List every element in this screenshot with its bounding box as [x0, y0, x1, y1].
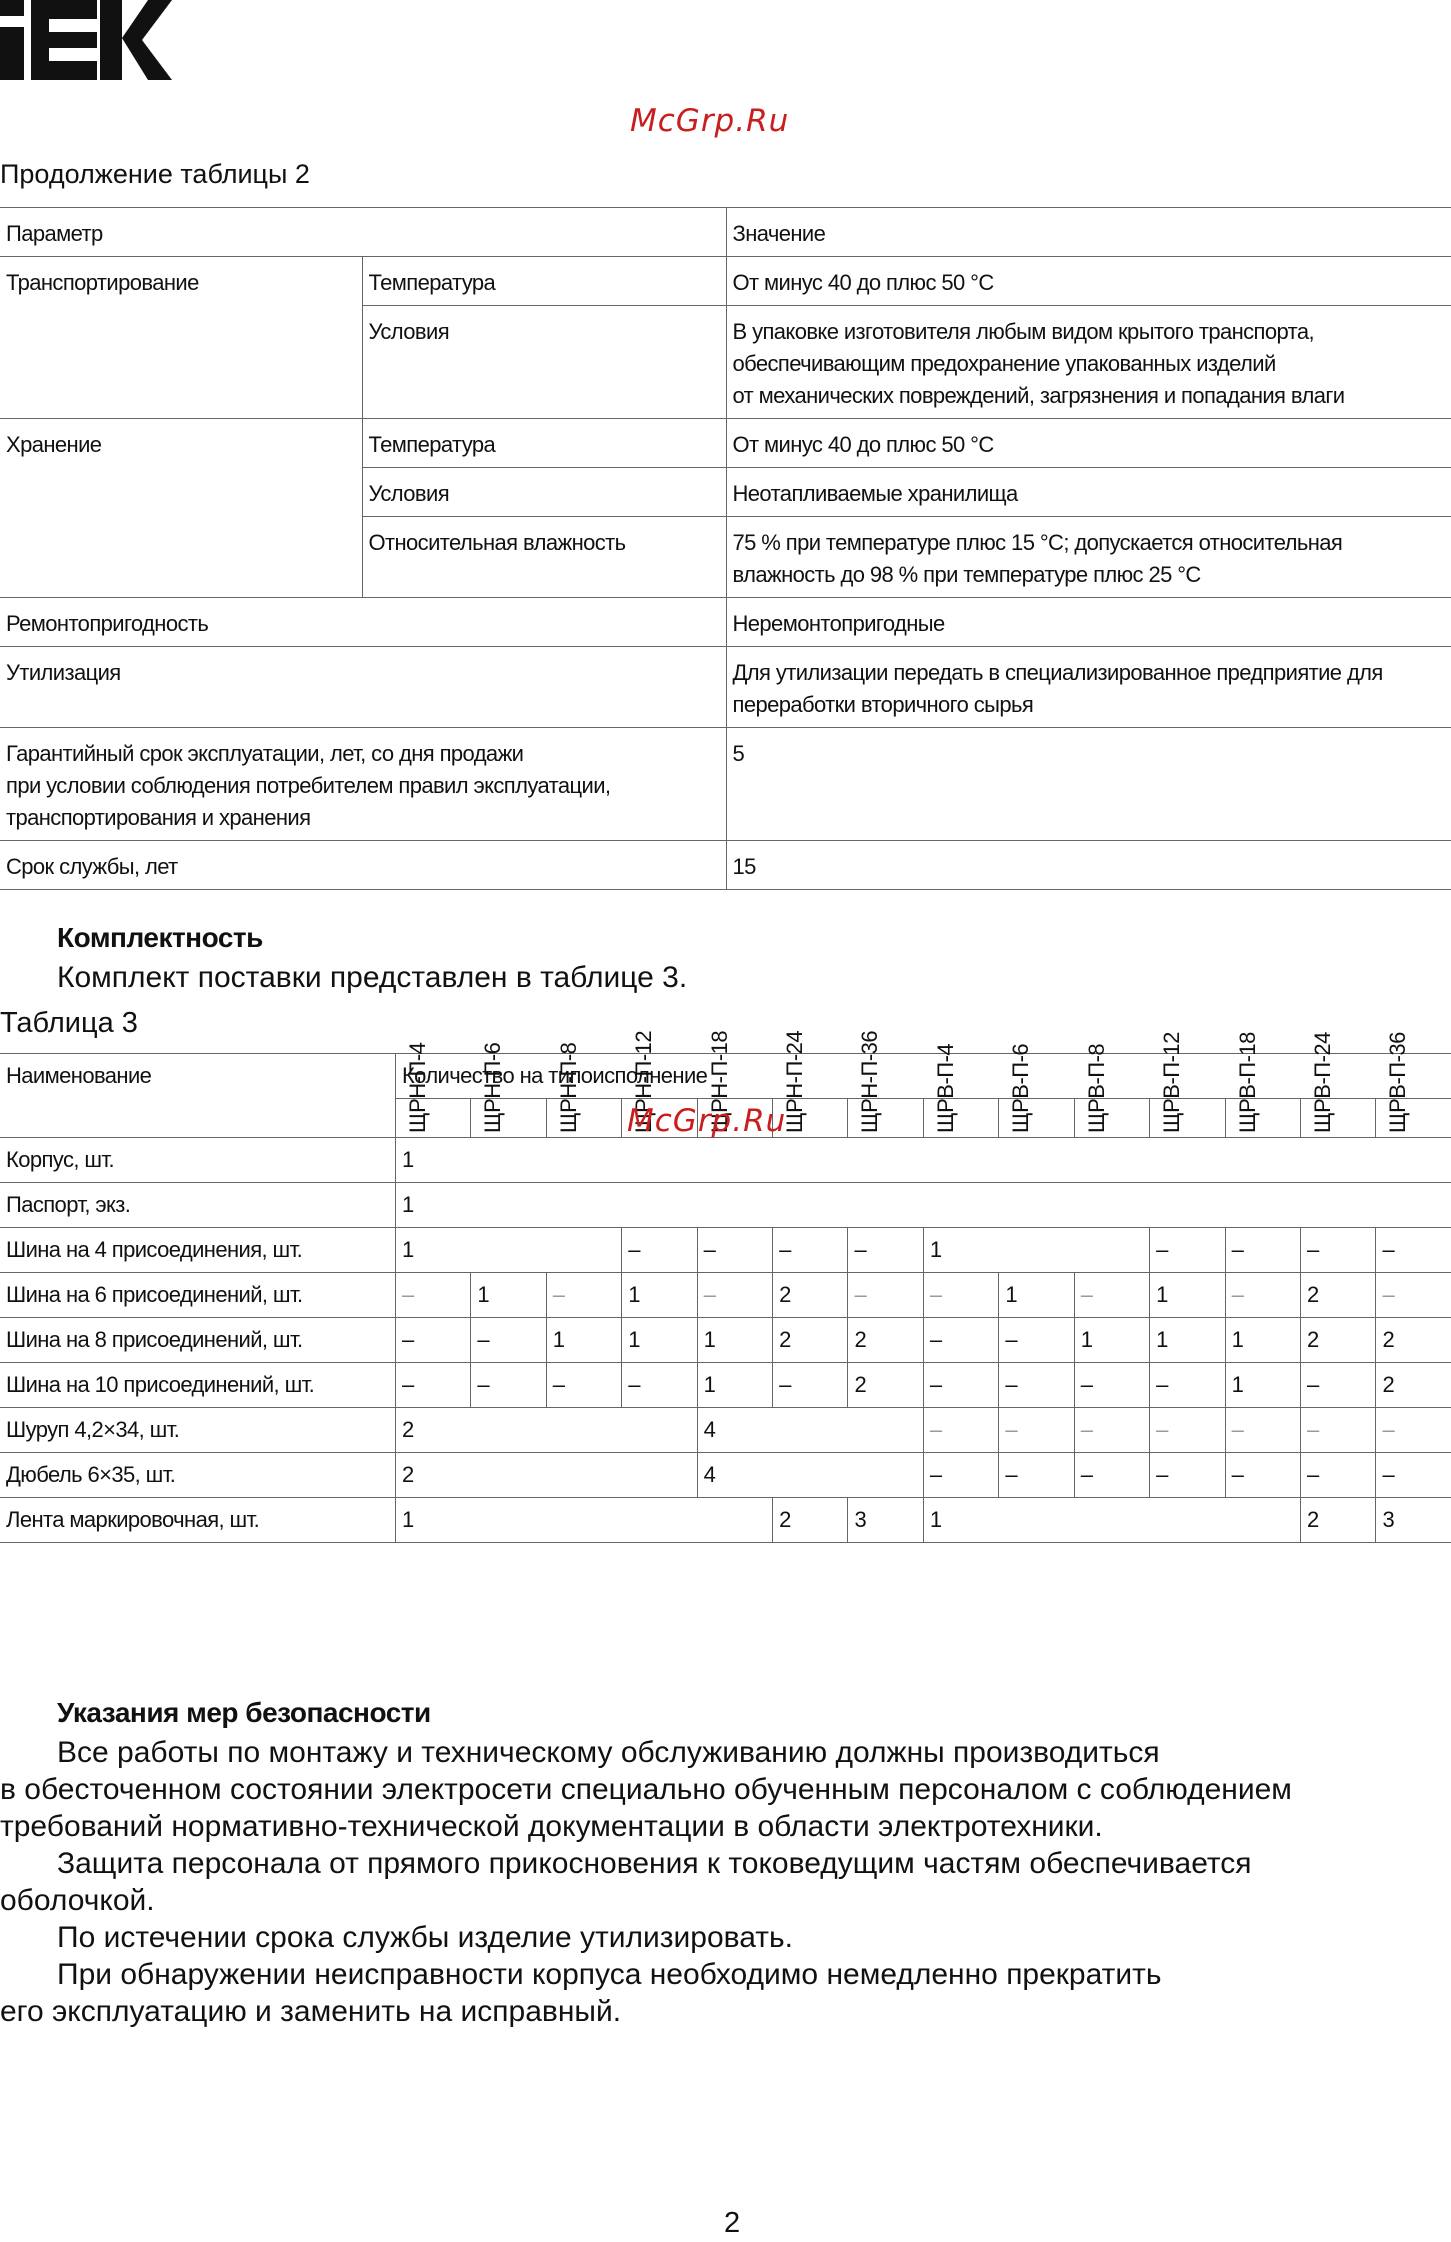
item-name: Шина на 4 присоединения, шт.	[0, 1228, 395, 1273]
safety-line-3: требований нормативно-технической документации в области электротехники.	[0, 1810, 1103, 1843]
qty-cell: 3	[1376, 1498, 1451, 1543]
safety-title: Указания мер безопасности	[57, 1697, 431, 1728]
model-header	[1150, 1032, 1225, 1138]
service-value: 15	[726, 841, 1451, 890]
qty-cell: –	[923, 1408, 998, 1453]
table-row	[0, 1408, 1451, 1453]
completeness-text: Комплект поставки представлен в таблице 3.	[57, 961, 688, 994]
storage-cond-value: Неотапливаемые хранилища	[726, 468, 1451, 517]
transport-label: Транспортирование	[0, 257, 362, 419]
qty-cell: 2	[395, 1453, 697, 1498]
qty-cell: 1	[471, 1273, 546, 1318]
page-number: 2	[724, 2207, 741, 2239]
model-header-wrap	[553, 1013, 587, 1133]
storage-temp-value: От минус 40 до плюс 50 °С	[726, 419, 1451, 468]
qty-cell: –	[1301, 1408, 1376, 1453]
qty-cell: –	[1301, 1228, 1376, 1273]
item-name: Паспорт, экз.	[0, 1183, 395, 1228]
model-header	[848, 1030, 923, 1138]
qty-cell: –	[1150, 1408, 1225, 1453]
qty-cell: –	[923, 1453, 998, 1498]
table-row	[0, 1453, 1451, 1498]
safety-line-4: Защита персонала от прямого прикосновения к токоведущим частям обеспечивается	[57, 1847, 1252, 1880]
model-name: ЩРН-П-12	[631, 1030, 657, 1133]
qty-cell: –	[471, 1318, 546, 1363]
qty-cell: –	[1225, 1273, 1300, 1318]
qty-cell: –	[1074, 1453, 1149, 1498]
model-header-wrap	[1307, 1013, 1341, 1133]
qty-cell: 2	[395, 1408, 697, 1453]
model-header-wrap	[1232, 1013, 1266, 1133]
model-header	[1074, 1043, 1149, 1138]
table3-header-name: Наименование	[0, 1054, 395, 1138]
qty-cell: 2	[773, 1498, 848, 1543]
text-line: Гарантийный срок эксплуатации, лет, со дня продажи	[6, 741, 524, 766]
qty-cell: 1	[546, 1318, 621, 1363]
text-line: транспортирования и хранения	[6, 805, 311, 830]
qty-cell: 1	[395, 1228, 621, 1273]
table-row	[0, 841, 1451, 890]
storage-temp-label: Температура	[362, 419, 726, 468]
text-line: от механических повреждений, загрязнения и попадания влаги	[732, 383, 1345, 408]
qty-cell: 1	[1225, 1318, 1300, 1363]
model-name: ЩРВ-П-4	[932, 1043, 958, 1133]
text-line: переработки вторичного сырья	[732, 692, 1034, 717]
qty-cell: –	[1074, 1273, 1149, 1318]
qty-cell: –	[622, 1363, 697, 1408]
model-header-wrap	[477, 1013, 511, 1133]
qty-cell: –	[999, 1318, 1074, 1363]
model-header-wrap	[930, 1013, 964, 1133]
qty-cell: 1	[697, 1363, 772, 1408]
warranty-label	[0, 728, 726, 841]
model-header-wrap	[1005, 1013, 1039, 1133]
qty-cell: 2	[1376, 1318, 1451, 1363]
qty-cell: –	[471, 1363, 546, 1408]
qty-cell: –	[1150, 1363, 1225, 1408]
qty-cell: 1	[1074, 1318, 1149, 1363]
table-row	[0, 419, 1451, 468]
safety-line-1: Все работы по монтажу и техническому обслуживанию должны производиться	[57, 1736, 1160, 1769]
qty-cell: –	[546, 1363, 621, 1408]
model-name: ЩРН-П-6	[480, 1042, 506, 1133]
table-row	[0, 208, 1451, 257]
repair-label: Ремонтопригодность	[0, 598, 726, 647]
table-row	[0, 257, 1451, 306]
item-name: Корпус, шт.	[0, 1138, 395, 1183]
qty-cell: –	[773, 1363, 848, 1408]
safety-line-7: При обнаружении неисправности корпуса необходимо немедленно прекратить	[57, 1958, 1162, 1991]
item-name: Лента маркировочная, шт.	[0, 1498, 395, 1543]
storage-hum-value	[726, 517, 1451, 598]
qty-cell: –	[999, 1408, 1074, 1453]
qty-cell: 1	[395, 1498, 772, 1543]
text-line: при условии соблюдения потребителем правил эксплуатации,	[6, 773, 611, 798]
safety-line-5: оболочкой.	[0, 1884, 155, 1917]
transport-cond-label: Условия	[362, 306, 726, 419]
qty-cell: –	[1225, 1228, 1300, 1273]
qty-cell: –	[999, 1363, 1074, 1408]
table3-caption: Таблица 3	[0, 1007, 138, 1039]
model-name: ЩРВ-П-8	[1083, 1043, 1109, 1133]
qty-cell: 3	[848, 1498, 923, 1543]
watermark-center: McGrp.Ru	[627, 1103, 787, 1139]
transport-temp-label: Температура	[362, 257, 726, 306]
table2	[0, 207, 1451, 890]
text-line: Для утилизации передать в специализированное предприятие для	[732, 660, 1383, 685]
table-row	[0, 1183, 1451, 1228]
qty-cell: 1	[999, 1273, 1074, 1318]
qty-cell: –	[546, 1273, 621, 1318]
repair-value: Неремонтопригодные	[726, 598, 1451, 647]
item-name: Шуруп 4,2×34, шт.	[0, 1408, 395, 1453]
transport-cond-value	[726, 306, 1451, 419]
qty-cell: –	[622, 1228, 697, 1273]
qty-cell: –	[1150, 1453, 1225, 1498]
qty-cell: 1	[395, 1138, 1451, 1183]
model-header	[395, 1042, 470, 1138]
qty-cell: –	[697, 1273, 772, 1318]
model-header-wrap	[1382, 1013, 1416, 1133]
qty-cell: –	[848, 1228, 923, 1273]
warranty-value: 5	[726, 728, 1451, 841]
qty-cell: –	[1301, 1453, 1376, 1498]
model-header-wrap	[402, 1013, 436, 1133]
qty-cell: 1	[395, 1183, 1451, 1228]
table2-caption: Продолжение таблицы 2	[0, 159, 310, 189]
table2-header-value: Значение	[726, 208, 1451, 257]
model-header-wrap	[1156, 1013, 1190, 1133]
model-name: ЩРВ-П-12	[1159, 1032, 1185, 1133]
model-name: ЩРН-П-8	[555, 1042, 581, 1133]
qty-cell: 2	[1376, 1363, 1451, 1408]
qty-cell: –	[697, 1228, 772, 1273]
safety-line-8: его эксплуатацию и заменить на исправный.	[0, 1995, 622, 2028]
service-label: Срок службы, лет	[0, 841, 726, 890]
table-row	[0, 1273, 1451, 1318]
table-row	[0, 1318, 1451, 1363]
qty-cell: –	[1150, 1228, 1225, 1273]
safety-line-6: По истечении срока службы изделие утилизировать.	[57, 1921, 793, 1954]
table-row	[0, 647, 1451, 728]
item-name: Дюбель 6×35, шт.	[0, 1453, 395, 1498]
qty-cell: 2	[848, 1363, 923, 1408]
table2-header-param: Параметр	[0, 208, 726, 257]
qty-cell: –	[848, 1273, 923, 1318]
storage-hum-label: Относительная влажность	[362, 517, 726, 598]
qty-cell: –	[923, 1273, 998, 1318]
table-row	[0, 1363, 1451, 1408]
model-header	[999, 1043, 1074, 1138]
qty-cell: –	[1376, 1408, 1451, 1453]
model-name: ЩРН-П-4	[404, 1042, 430, 1133]
qty-cell: –	[1376, 1228, 1451, 1273]
completeness-title: Комплектность	[57, 922, 263, 953]
qty-cell: 1	[1225, 1363, 1300, 1408]
model-header-wrap	[1081, 1013, 1115, 1133]
qty-cell: 2	[1301, 1498, 1376, 1543]
model-name: ЩРН-П-18	[706, 1030, 732, 1133]
disposal-value	[726, 647, 1451, 728]
qty-cell: 1	[622, 1273, 697, 1318]
qty-cell: –	[395, 1318, 470, 1363]
model-header	[923, 1043, 998, 1138]
qty-cell: –	[1225, 1408, 1300, 1453]
qty-cell: –	[1074, 1408, 1149, 1453]
qty-cell: –	[1376, 1453, 1451, 1498]
item-name: Шина на 10 присоединений, шт.	[0, 1363, 395, 1408]
table3-header-qty: Количество на типоисполнение	[395, 1054, 1451, 1099]
qty-cell: 1	[697, 1318, 772, 1363]
model-header	[1301, 1032, 1376, 1138]
qty-cell: 2	[1301, 1273, 1376, 1318]
model-name: ЩРВ-П-24	[1310, 1032, 1336, 1133]
disposal-label: Утилизация	[0, 647, 726, 728]
text-line: обеспечивающим предохранение упакованных изделий	[732, 351, 1276, 376]
qty-cell: 1	[1150, 1318, 1225, 1363]
qty-cell: 1	[622, 1318, 697, 1363]
qty-cell: 2	[773, 1273, 848, 1318]
model-header-wrap	[854, 1013, 888, 1133]
table-row	[0, 1228, 1451, 1273]
table-row	[0, 1498, 1451, 1543]
qty-cell: –	[999, 1453, 1074, 1498]
qty-cell: 2	[848, 1318, 923, 1363]
qty-cell: 1	[1150, 1273, 1225, 1318]
qty-cell: –	[1225, 1453, 1300, 1498]
text-line: В упаковке изготовителя любым видом крытого транспорта,	[732, 319, 1315, 344]
transport-temp-value: От минус 40 до плюс 50 °С	[726, 257, 1451, 306]
text-line: влажность до 98 % при температуре плюс 25 °С	[732, 562, 1201, 587]
qty-cell: 1	[923, 1498, 1300, 1543]
table-row	[0, 728, 1451, 841]
model-name: ЩРВ-П-6	[1008, 1043, 1034, 1133]
qty-cell: 2	[1301, 1318, 1376, 1363]
qty-cell: –	[773, 1228, 848, 1273]
qty-cell: –	[923, 1318, 998, 1363]
qty-cell: 2	[773, 1318, 848, 1363]
model-name: ЩРН-П-24	[782, 1030, 808, 1133]
qty-cell: –	[923, 1363, 998, 1408]
qty-cell: 4	[697, 1408, 923, 1453]
item-name: Шина на 6 присоединений, шт.	[0, 1273, 395, 1318]
model-header	[546, 1042, 621, 1138]
qty-cell: –	[395, 1273, 470, 1318]
text-line: 75 % при температуре плюс 15 °С; допускается относительная	[732, 530, 1343, 555]
qty-cell: 1	[923, 1228, 1149, 1273]
iek-logo	[0, 0, 172, 80]
model-header	[1376, 1032, 1451, 1138]
storage-cond-label: Условия	[362, 468, 726, 517]
storage-label: Хранение	[0, 419, 362, 598]
table-row	[0, 1138, 1451, 1183]
watermark: McGrp.Ru	[630, 103, 790, 139]
safety-line-2: в обесточенном состоянии электросети специально обученным персоналом с соблюдением	[0, 1773, 1292, 1806]
item-name: Шина на 8 присоединений, шт.	[0, 1318, 395, 1363]
qty-cell: –	[1301, 1363, 1376, 1408]
model-name: ЩРВ-П-18	[1234, 1032, 1260, 1133]
model-name: ЩРВ-П-36	[1385, 1032, 1411, 1133]
qty-cell: –	[1376, 1273, 1451, 1318]
qty-cell: –	[1074, 1363, 1149, 1408]
model-name: ЩРН-П-36	[857, 1030, 883, 1133]
model-header	[471, 1042, 546, 1138]
qty-cell: –	[395, 1363, 470, 1408]
qty-cell: 4	[697, 1453, 923, 1498]
model-header	[1225, 1032, 1300, 1138]
table-row	[0, 598, 1451, 647]
